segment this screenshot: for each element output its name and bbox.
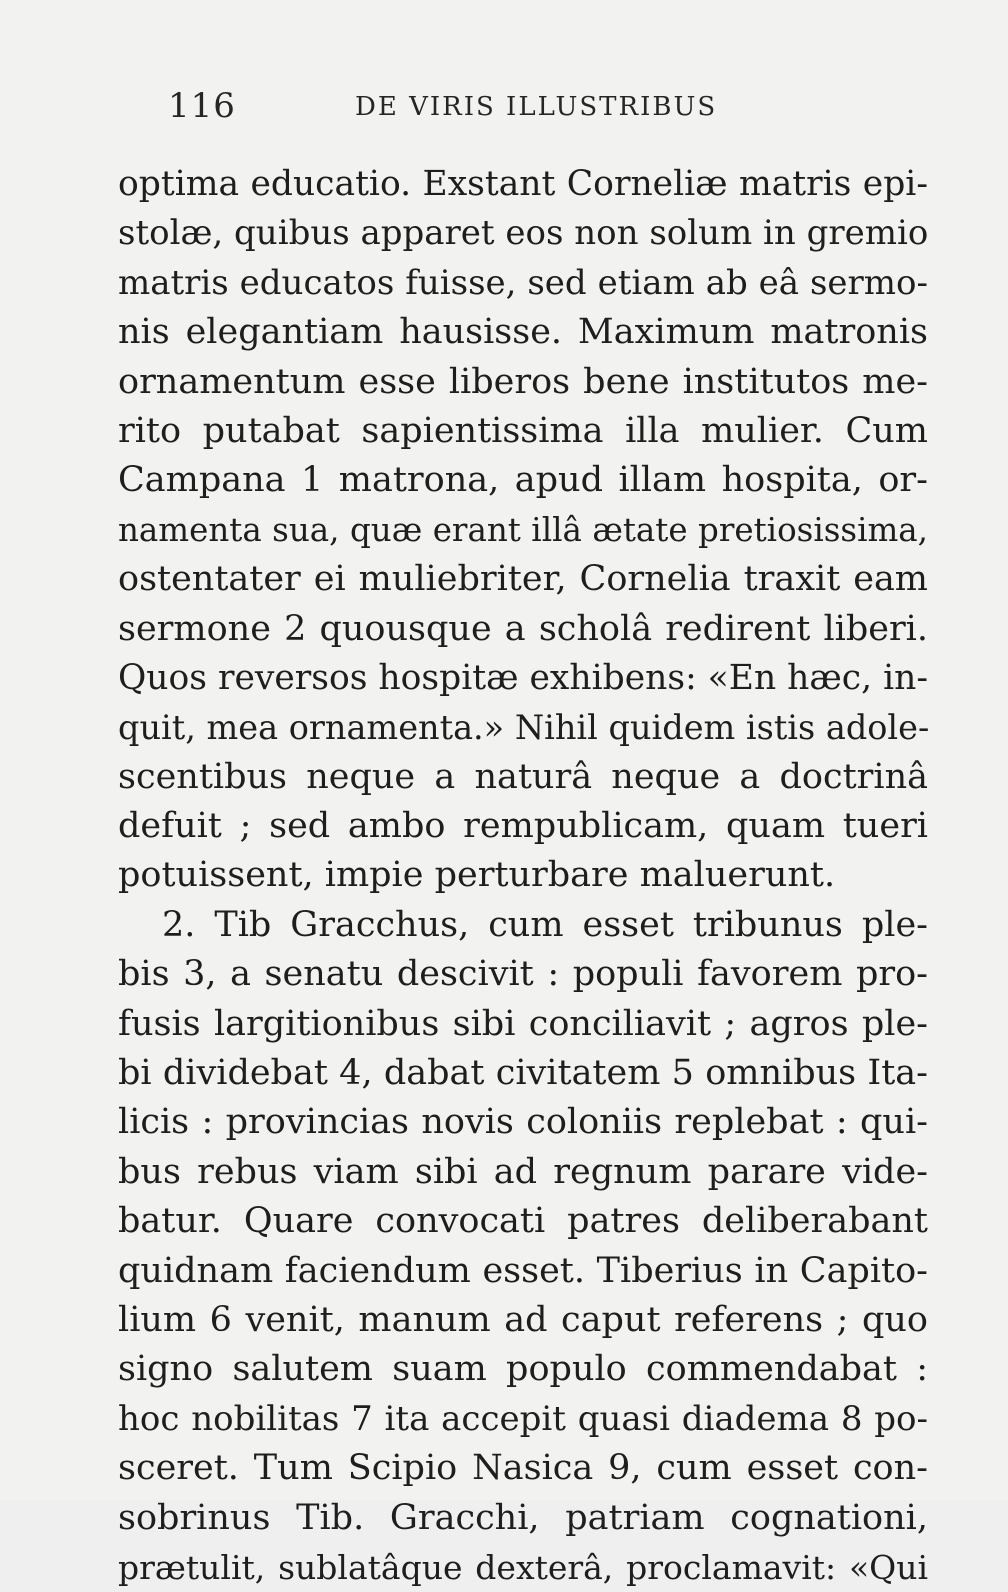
text-line: lium 6 venit, manum ad caput referens ; quo — [118, 1299, 928, 1340]
text-line: bi dividebat 4, dabat civitatem 5 omnibus Ita- — [118, 1053, 928, 1094]
text-line: potuissent, impie perturbare maluerunt. — [118, 855, 836, 896]
running-head: DE VIRIS ILLUSTRIBUS — [355, 92, 718, 122]
text-line: batur. Quare convocati patres deliberabant — [118, 1201, 928, 1242]
text-line: fusis largitionibus sibi conciliavit ; agros ple- — [118, 1003, 928, 1044]
text-line: 2. Tib Gracchus, cum esset tribunus ple- — [162, 904, 928, 945]
text-line: prætulit, sublatâque dexterâ, proclamavit: «Qui — [118, 1547, 928, 1587]
text-line: sobrinus Tib. Gracchi, patriam cognationi, — [118, 1497, 928, 1538]
text-line: sermone 2 quousque a scholâ redirent liberi. — [118, 608, 928, 649]
text-line: signo salutem suam populo commendabat : — [118, 1349, 928, 1390]
text-line: quidnam faciendum esset. Tiberius in Capito- — [118, 1250, 928, 1291]
body-text — [118, 160, 928, 1592]
text-line: Quos reversos hospitæ exhibens: «En hæc, in- — [118, 657, 928, 698]
text-line: optima educatio. Exstant Corneliæ matris epi- — [118, 164, 928, 204]
text-line: ornamentum esse liberos bene institutos me- — [118, 361, 928, 402]
text-line: bus rebus viam sibi ad regnum parare vide- — [118, 1151, 928, 1192]
text-line: sceret. Tum Scipio Nasica 9, cum esset con- — [118, 1448, 928, 1489]
text-line: Campana 1 matrona, apud illam hospita, or- — [118, 460, 928, 501]
text-line: namenta sua, quæ erant illâ ætate pretiosissima, — [118, 510, 928, 549]
text-line: matris educatos fuisse, sed etiam ab eâ sermo- — [118, 262, 928, 303]
text-line: stolæ, quibus apparet eos non solum in gremio — [118, 213, 929, 254]
text-line: licis : provincias novis coloniis replebat : qui- — [118, 1102, 928, 1143]
text-line: bis 3, a senatu descivit : populi favorem pro- — [118, 954, 928, 995]
text-line: quit, mea ornamenta.» Nihil quidem istis adole- — [118, 708, 930, 748]
text-line: ostentater ei muliebriter, Cornelia traxit eam — [118, 559, 928, 600]
page-number: 116 — [168, 86, 236, 126]
page-header — [168, 86, 788, 126]
text-line: nis elegantiam hausisse. Maximum matronis — [118, 312, 928, 353]
text-line: defuit ; sed ambo rempublicam, quam tueri — [118, 806, 928, 847]
text-line: hoc nobilitas 7 ita accepit quasi diadema 8 po- — [118, 1398, 928, 1439]
text-line: scentibus neque a naturâ neque a doctrinâ — [118, 756, 928, 797]
text-line: rito putabat sapientissima illa mulier. Cum — [118, 410, 928, 451]
